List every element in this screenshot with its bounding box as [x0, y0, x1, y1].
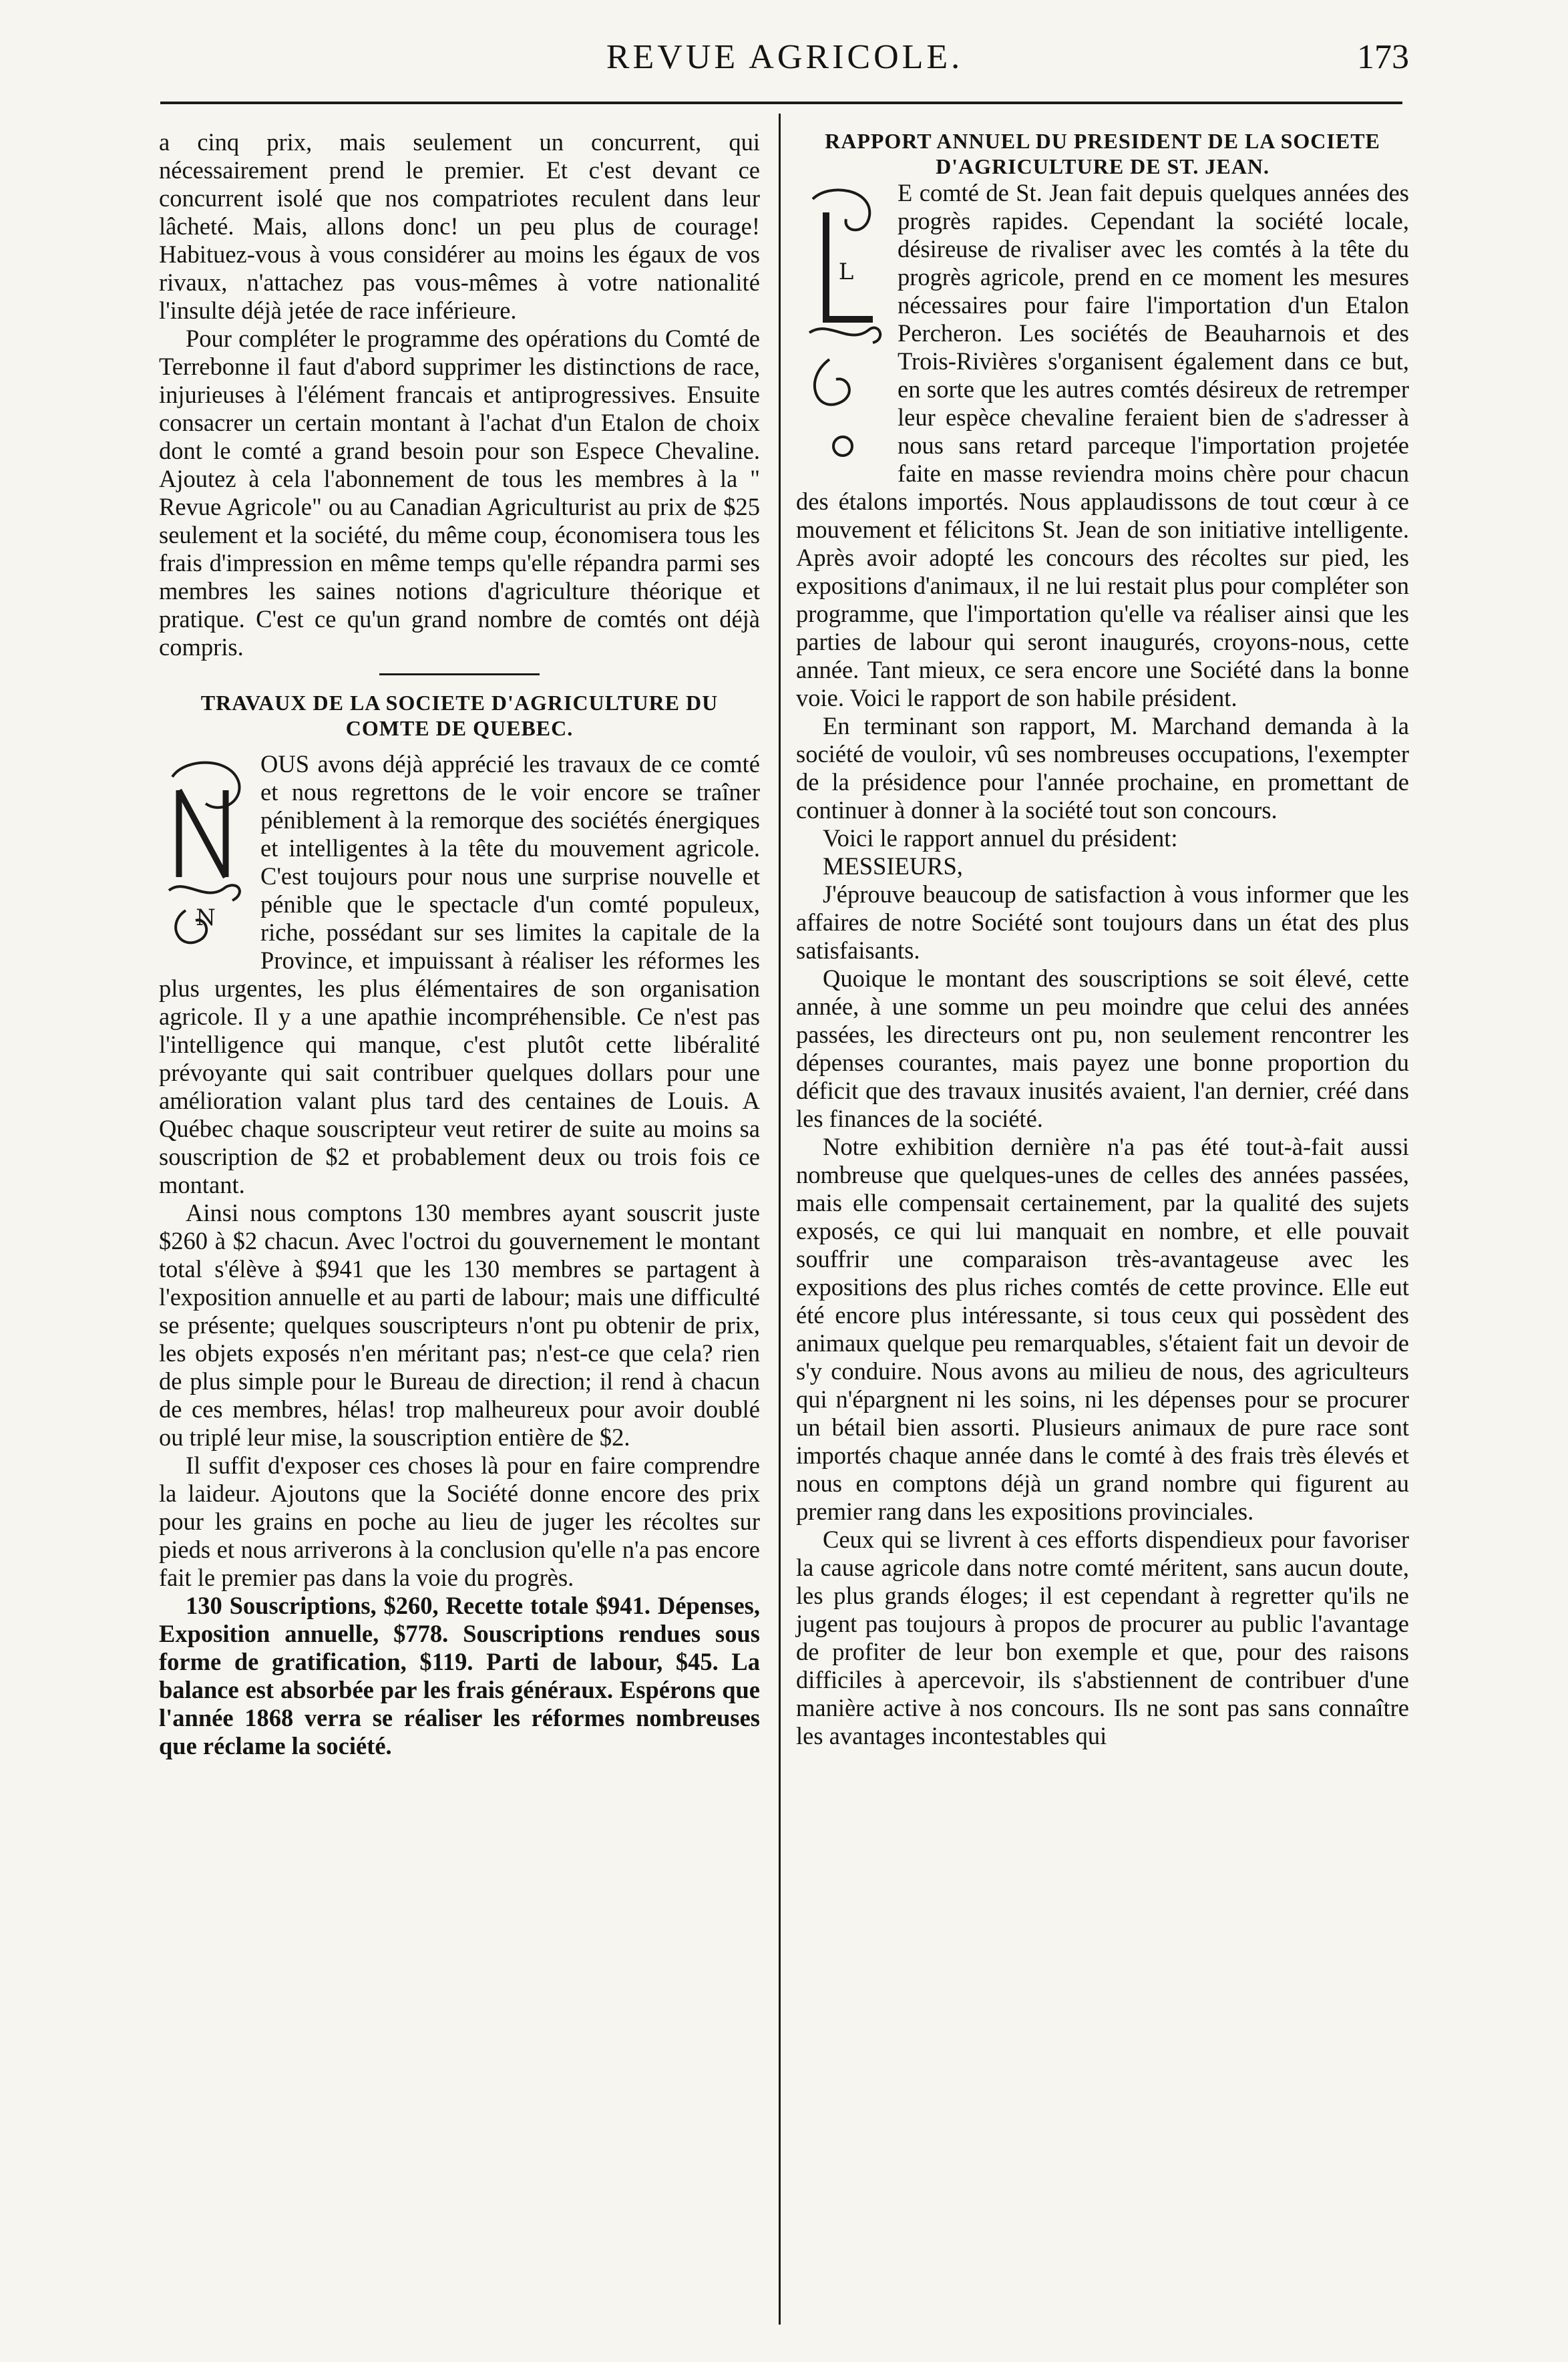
- dropcap-letter: N: [196, 904, 216, 931]
- article-heading: RAPPORT ANNUEL DU PRESIDENT DE LA SOCIETE D'AGRICULTURE DE ST. JEAN.: [825, 129, 1380, 178]
- paragraph: J'éprouve beaucoup de satisfaction à vous informer que les affaires de notre Société sont toujours dans un état des plus satisfaisants.: [796, 880, 1409, 964]
- dropcap-letter: L: [838, 259, 854, 285]
- paragraph: Ceux qui se livrent à ces efforts dispendieux pour favoriser la cause agricole dans notre comté méritent, sans aucun doute, les plus grands éloges; il est cependant à regretter qu'ils ne jugent pas toujours à propos de procurer au public l'avantage de profiter de leur bon exemple et que, pour des raisons difficiles à apercevoir, ils s'abstiennent de contribuer d'une manière active à nos concours. Ils ne sont pas sans connaître les avantages incontestables qui: [796, 1526, 1409, 1749]
- paragraph: Il suffit d'exposer ces choses là pour en faire comprendre la laideur. Ajoutons que la Société donne encore des prix pour les grains en poche au lieu de juger les récoltes sur pieds et nous arriverons à la conclusion qu'elle n'a pas encore fait le premier pas dans la voie du progrès.: [159, 1452, 760, 1591]
- financial-summary: 130 Souscriptions, $260, Recette totale $941. Dépenses, Exposition annuelle, $778. Souscriptions rendues sous forme de gratification, $119. Parti de labour, $45. La balance est absorbée par les frais généraux. Espérons que l'année 1868 verra se réaliser les réformes nombreuses que réclame la société.: [159, 1592, 760, 1759]
- section-divider: [379, 673, 540, 675]
- paragraph: Quoique le montant des souscriptions se soit élevé, cette année, à une somme un peu moindre que celui des années passées, les directeurs ont pu, non seulement rencontrer les dépenses courantes, mais payez une bonne proportion du déficit que des travaux inusités avaient, l'an dernier, créé dans les finances de la société.: [796, 965, 1409, 1132]
- journal-title: REVUE AGRICOLE.: [606, 38, 964, 76]
- right-column: [796, 128, 1409, 1750]
- page-number: 173: [1357, 38, 1409, 76]
- paragraph: Ainsi nous comptons 130 membres ayant souscrit juste $260 à $2 chacun. Avec l'octroi du gouvernement le montant total s'élève à $941 que les 130 membres se partagent à l'exposition annuelle et au parti de labour; mais une difficulté se présente; quelques souscripteurs n'ont pu obtenir de prix, les objets exposés n'en méritant pas; n'est-ce que cela? rien de plus simple pour le Bureau de direction; il rend à chacun de ces membres, hélas! trop malheureux pour avoir doublé ou triplé leur mise, la souscription entière de $2.: [159, 1199, 760, 1451]
- paragraph: En terminant son rapport, M. Marchand demanda à la société de vouloir, vû ses nombreuses occupations, l'exempter de la présidence pour l'année prochaine, en promettant de continuer à donner à la société tout son concours.: [796, 712, 1409, 824]
- header-rule: [160, 102, 1402, 104]
- left-column: [159, 128, 760, 1760]
- ornamental-dropcap-n-icon: [159, 750, 252, 971]
- salutation: MESSIEURS,: [823, 852, 963, 880]
- article-heading: TRAVAUX DE LA SOCIETE D'AGRICULTURE DU COMTE DE QUEBEC.: [200, 691, 719, 740]
- paragraph: a cinq prix, mais seulement un concurrent, qui nécessairement prend le premier. Et c'est devant ce concurrent isolé que nos compatriotes reculent dans leur lâcheté. Mais, allons donc! un peu plus de courage! Habituez-vous à vous considérer au moins les égaux de vos rivaux, n'attachez pas vous-mêmes à votre nationalité l'insulte déjà jetée de race inférieure.: [159, 128, 760, 324]
- ornamental-dropcap-l-icon: [796, 179, 890, 466]
- paragraph: Voici le rapport annuel du président:: [823, 824, 1178, 852]
- column-divider-rule: [779, 114, 781, 2325]
- paragraph: OUS avons déjà apprécié les travaux de ce comté et nous regrettons de le voir encore se traîner péniblement à la remorque des sociétés énergiques et intelligentes à la tête du mouvement agricole. C'est toujours pour nous une surprise nouvelle et pénible que le spectacle d'un comté populeux, riche, possédant sur ses limites la capitale de la Province, et impuissant à réaliser les réformes les plus urgentes, les plus élémentaires de son organisation agricole. Il y a une apathie incompréhensible. Ce n'est pas l'intelligence qui manque, c'est plutôt cette libéralité prévoyante qui sait contribuer quelques dollars pour une amélioration valant plus tard des centaines de Louis. A Québec chaque souscripteur veut retirer de suite au moins sa souscription de $2 et probablement deux ou trois fois ce montant.: [159, 750, 760, 1198]
- paragraph: Notre exhibition dernière n'a pas été tout-à-fait aussi nombreuse que quelques-unes de celles des années passées, mais elle compensait certainement, par la qualité des sujets exposés, ce qui lui manquait en nombre, et elle pouvait souffrir une comparaison très-avantageuse avec les expositions des plus riches comtés de cette province. Elle eut été encore plus intéressante, si tous ceux qui possèdent des animaux quelque peu remarquables, s'étaient fait un devoir de s'y conduire. Nous avons au milieu de nous, des agriculteurs qui n'épargnent ni les soins, ni les dépenses pour se procurer un bétail bien assorti. Plusieurs animaux de pure race sont importés chaque année dans le comté à des frais très élevés et nous en comptons déjà un grand nombre qui figurent au premier rang dans les expositions provinciales.: [796, 1133, 1409, 1525]
- paragraph: Pour compléter le programme des opérations du Comté de Terrebonne il faut d'abord supprimer les distinctions de race, injurieuses à l'élément francais et antiprogressives. Ensuite consacrer un certain montant à l'achat d'un Etalon de choix dont le comté a grand besoin pour son Espece Chevaline. Ajoutez à cela l'abonnement de tous les membres à la " Revue Agricole" ou au Canadian Agriculturist au prix de $25 seulement et la société, du même coup, économisera tous les frais d'impression en même temps qu'elle répandra parmi ses membres les saines notions d'agriculture théorique et pratique. C'est ce qu'un grand nombre de comtés ont déjà compris.: [159, 325, 760, 661]
- running-head: [160, 32, 1409, 92]
- paragraph: E comté de St. Jean fait depuis quelques années des progrès rapides. Cependant la société locale, désireuse de rivaliser avec les comtés à la tête du progrès agricole, prend en ce moment les mesures nécessaires pour faire l'importation d'un Etalon Percheron. Les sociétés de Beauharnois et des Trois-Rivières s'organisent également dans ce but, en sorte que les autres comtés désireux de retremper leur espèce chevaline feraient bien de s'adresser à nous sans retard parceque l'importation projetée faite en masse reviendra moins chère pour chacun des étalons importés. Nous applaudissons de tout cœur à ce mouvement et félicitons St. Jean de son initiative intelligente. Après avoir adopté les concours des récoltes sur pied, les expositions d'animaux, il ne lui restait plus pour compléter son programme, que l'importation qu'elle va réaliser ainsi que les parties de labour qui seront inaugurés, croyons-nous, cette année. Tant mieux, ce sera encore une Société dans la bonne voie. Voici le rapport de son habile président.: [796, 179, 1409, 711]
